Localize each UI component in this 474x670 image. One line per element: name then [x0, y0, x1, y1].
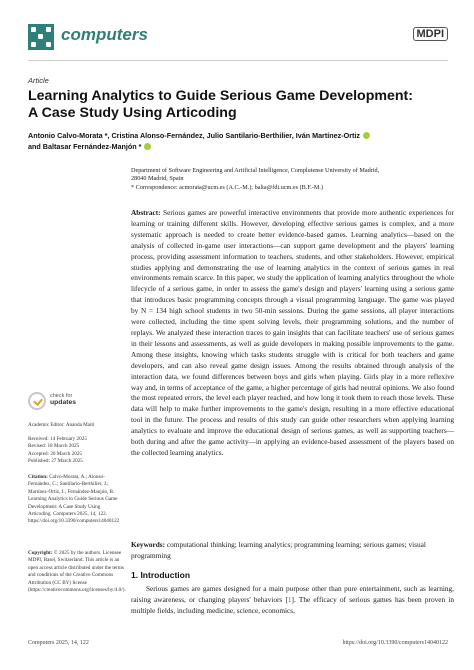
title-line-1: Learning Analytics to Guide Serious Game Development:: [28, 88, 413, 104]
footer-journal-citation: Computers 2025, 14, 122: [28, 640, 89, 646]
reference-link[interactable]: 1: [287, 594, 292, 604]
citation-label: Citation:: [28, 474, 48, 480]
abstract-label: Abstract:: [131, 208, 161, 217]
check-updates-line-2: updates: [50, 398, 77, 406]
introduction-paragraph: [131, 584, 454, 617]
intro-text-1: Serious games are games designed for a main purpose other than pure entertainment, such as learning, raising awareness, or changing players' behaviors [: [131, 584, 454, 604]
affiliation: [131, 167, 451, 183]
publisher-logo[interactable]: MDPI: [413, 27, 449, 41]
date-revised: Revised: 18 March 2025: [28, 443, 80, 450]
citation: [28, 474, 124, 526]
copyright: [28, 550, 124, 594]
keywords: [131, 540, 454, 562]
citation-text[interactable]: Calvo-Morata, A.; Alonso-Fernández, C.; Santilario-Berthilier, J.; Martínez-Ortiz, I.; Fernández-Manjón, B. Learning Analytics to Guide Serious Game Development: A Case Study Using Articoding. Computers 2025, 14, 122. https://doi.org/10.3390/computers14040122: [28, 474, 120, 525]
date-published: Published: 27 March 2025: [28, 458, 83, 465]
orcid-icon[interactable]: [144, 143, 151, 150]
abstract-text: Serious games are powerful interactive environments that provide more authentic experiences for learning or training different skills. However, developing effective serious games is complex, and a more systematic approach is needed to create better evidence-based games. Learning analytics—based on the analysis of collected in-game user interactions—can support game development and the players' learning process, providing assessment information to teachers, students, and other stakeholders. However, empirical studies applying and demonstrating the use of learning analytics in the context of serious games in real environments remain scarce. In this paper, we study the application of learning analytics throughout the whole lifecycle of a serious game, in order to assess the game's design and players' learning using a serious game that introduces basic programming concepts through a visual programming language. The game was played by N = 134 high school students in two 50-min sessions. During the game sessions, all player interactions were collected, including the time spent solving levels, their programming solutions, and the number of replays. We analyzed these interaction traces to gain insights that can facilitate teachers' use of serious games in their lessons and assessments, as well as guide developers in making possible improvements to the game. Among these insights, knowing which tasks students struggle with is critical for both teachers and game developers, and can also reveal game design issues. Among the results obtained through analysis of the interaction data, we found differences between boys and girls when playing. Girls play in a more reflexive way and, in terms of acceptance of the game, a higher percentage of girls had neutral opinions. We also found the most repeated errors, the level each player reached, and how long it took them to reach those levels. These data will help to make further improvements to the game's design, resulting in a more effective educational tool in the future. The process and results of this study can guide other researchers when applying learning analytics to evaluate and improve the educational design of serious games, as well as supporting teachers—both during and after the game activity—in applying an evidence-based assessment of the players based on the collected learning analytics.: [131, 208, 454, 457]
page-footer: [28, 640, 448, 646]
author-list: [28, 130, 458, 152]
footer-doi-link[interactable]: https://doi.org/10.3390/computers14040122: [342, 640, 448, 646]
article-type: Article: [28, 76, 49, 85]
abstract: [131, 208, 454, 459]
authors-line-1[interactable]: Antonio Calvo-Morata *, Cristina Alonso-Fernández, Julio Santilario-Berthilier, Iván Martínez-Ortiz: [28, 131, 360, 140]
journal-logo-icon: [28, 24, 54, 50]
copyright-label: Copyright:: [28, 550, 53, 556]
authors-line-2[interactable]: and Baltasar Fernández-Manjón *: [28, 142, 142, 151]
academic-editor: Academic Editor: Ananda Maiti: [28, 422, 95, 428]
date-received: Received: 14 February 2025: [28, 436, 87, 442]
header-divider: [28, 60, 448, 61]
date-accepted: Accepted: 20 March 2025: [28, 450, 83, 457]
section-heading-introduction: 1. Introduction: [131, 570, 191, 580]
keywords-label: Keywords:: [131, 540, 166, 549]
check-for-updates-badge[interactable]: [28, 390, 124, 414]
publication-dates: [28, 436, 124, 466]
affiliation-line-2: 28040 Madrid, Spain: [131, 175, 184, 183]
affiliation-line-1: Department of Software Engineering and Artificial Intelligence, Complutense University of Madrid,: [131, 167, 380, 174]
article-title: [28, 88, 448, 122]
title-line-2: A Case Study Using Articoding: [28, 105, 237, 121]
check-updates-line-1: check for: [50, 393, 73, 399]
copyright-text[interactable]: © 2025 by the authors. Licensee MDPI, Basel, Switzerland. This article is an open access article distributed under the terms and conditions of the Creative Commons Attribution (CC BY) license (https://creativecommons.org/licenses/by/4.0/).: [28, 550, 126, 594]
journal-header: [28, 24, 448, 56]
journal-name[interactable]: computers: [61, 25, 148, 44]
intro-text-2: ]. The efficacy of serious games has been proven in multiple fields, including medicine, science, economics,: [131, 594, 455, 615]
keywords-text: computational thinking; learning analytics; programming learning; serious games; visual programming: [131, 540, 426, 560]
correspondence[interactable]: * Correspondence: acmorata@ucm.es (A.C.-M.); balta@fdi.ucm.es (B.F.-M.): [131, 184, 324, 191]
orcid-icon[interactable]: [363, 132, 370, 139]
check-updates-icon[interactable]: [28, 392, 46, 410]
